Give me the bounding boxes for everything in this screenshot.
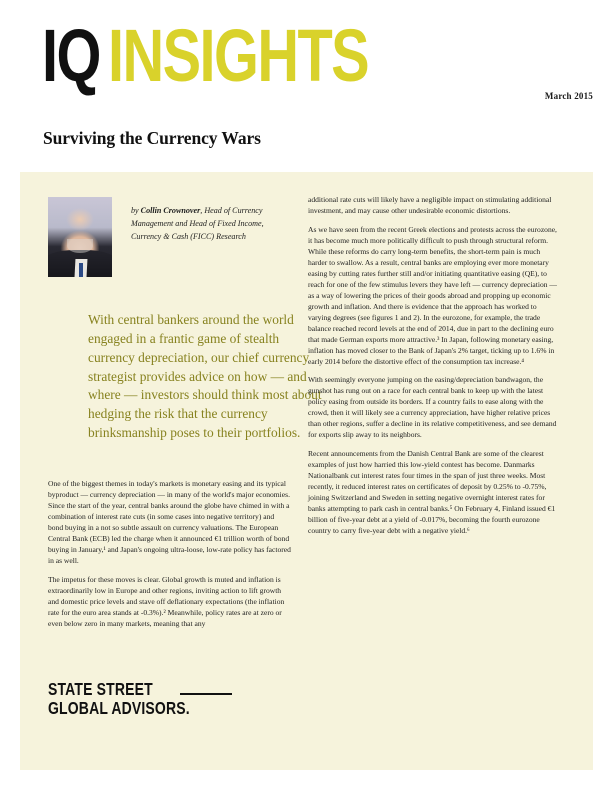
author-title: , Head of Currency Management and Head of Fixed Income, Currency & Cash (FICC) Research — [131, 206, 264, 242]
body-paragraph: additional rate cuts will likely have a negligible impact on stimulating additional investment, and may cause other undesirable economic distortions. — [308, 195, 552, 216]
page-title: Surviving the Currency Wars — [43, 127, 261, 148]
article-panel — [20, 172, 593, 770]
issue-date: March 2015 — [544, 91, 593, 101]
author-name: Collin Crownover — [140, 206, 201, 216]
page-header — [0, 0, 612, 172]
body-paragraph: Recent announcements from the Danish Central Bank are some of the clearest examples of just how harried this low-yield contest has become. Danmarks Nationalbank cut interest rates four times in the span of just three weeks. Most recently, it reduced interest rates on certificates of deposit by 0.25% to -0.75%, joining Switzerland and Sweden in setting negative overnight interest rates for banks attempting to park cash in central banks.⁵ On February 4, Finland issued €1 billion of five-year debt at a yield of -0.017%, becoming the fourth eurozone country to carry five-year debt with a negative yield.⁶ — [308, 448, 556, 535]
body-column-left — [48, 478, 291, 629]
logo-line-one: STATE STREET — [48, 679, 153, 699]
author-portrait-photo — [48, 197, 112, 277]
masthead-iq-text: IQ — [42, 14, 100, 97]
state-street-global-advisors-logo — [48, 680, 308, 717]
portrait-beard-shape — [67, 239, 93, 253]
body-column-right — [308, 194, 559, 536]
portrait-tie-shape — [79, 263, 83, 277]
logo-line-two: GLOBAL ADVISORS. — [48, 697, 190, 718]
author-byline — [131, 204, 289, 243]
body-paragraph: The impetus for these moves is clear. Global growth is muted and inflation is extraordinarily low in Europe and other regions, inviting action to lift growth and domestic price levels and stave off deflationary expectations (the inflation rate for the euro area stands at -0.3%).² Meanwhile, policy rates are at zero or even below zero in many markets, meaning that any — [48, 574, 285, 628]
byline-prefix: by — [131, 206, 141, 216]
body-paragraph: As we have seen from the recent Greek elections and protests across the eurozone, it has become much more politically difficult to push through structural reform. While these reforms do carry long-term benefits, the short-term pain is much harder to swallow. As a result, central banks are employing ever more monetary easing by cutting rates further still and/or initiating quantitative easing (QE), to reach for one of the few stimulus levers they have left — currency depreciation — as a way of lowering the prices of their goods abroad and propping up economic growth and inflation. And there is evidence that the approach has worked to varying degrees (see figures 1 and 2). In the eurozone, for example, the trade balance reached record levels at the end of 2014, due in part to the declining euro that made German exports more attractive.³ In Japan, following monetary easing, inflation has moved closer to the Bank of Japan's 2% target, ticking up to 1.6% in early 2014 before the distortive effect of the consumption tax increase.⁴ — [308, 224, 557, 366]
pull-quote: With central bankers around the world engaged in a frantic game of stealth currency depreciation, our chief currency strategist provides advice on how — and where — investors should think most about hedging the risk that the currency brinksmanship poses to their portfolios. — [88, 312, 322, 440]
body-paragraph: With seemingly everyone jumping on the easing/depreciation bandwagon, the gunshot has rung out on a race for each central bank to keep up with the latest policy easing from outside its borders. If a country fails to ease along with the crowd, then it will likely see a currency appreciation, have higher relative prices than other regions, suffer a decline in its relative competitiveness, and see demand for exports slip away to its neighbors. — [308, 375, 557, 440]
logo-underline-rule — [180, 693, 232, 695]
masthead-logo — [42, 14, 442, 97]
masthead-insights-text: INSIGHTS — [108, 14, 369, 97]
body-paragraph: One of the biggest themes in today's markets is monetary easing and its typical byproduct — currency depreciation — in many of the world's major economies. Since the start of the year, central banks around the globe have chimed in with a combination of interest rate cuts (in some cases into negative territory) and bond buying in a not so subtle assault on currency valuations. The European Central Bank (ECB) led the charge when it announced €1 trillion worth of bond buying in January,¹ and Japan's ongoing ultra-loose, low-rate policy has factored in as well. — [48, 479, 291, 566]
